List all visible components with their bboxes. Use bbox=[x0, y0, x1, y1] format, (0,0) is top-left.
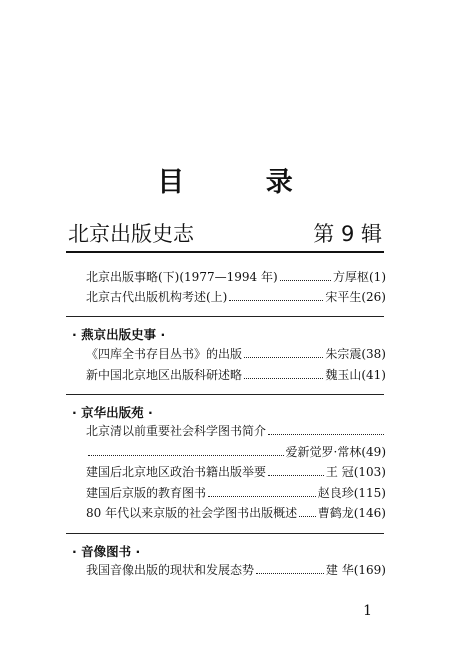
dot-leader bbox=[299, 506, 316, 517]
header-rule bbox=[66, 251, 384, 253]
toc-entry bbox=[86, 504, 386, 522]
entry-author-page: 魏玉山(41) bbox=[325, 368, 386, 382]
entry-author-page: 建 华(169) bbox=[325, 563, 386, 577]
section-header: · 音像图书 · bbox=[72, 544, 141, 559]
toc-entry bbox=[86, 484, 386, 502]
dot-leader bbox=[244, 368, 323, 379]
entry-title: 建国后京版的教育图书 bbox=[86, 486, 207, 500]
entry-title: 建国后北京地区政治书籍出版举要 bbox=[86, 465, 267, 479]
toc-entry bbox=[86, 422, 386, 440]
toc-entry bbox=[86, 463, 386, 481]
toc-entry bbox=[86, 345, 386, 363]
dot-leader bbox=[229, 290, 323, 301]
toc-entry bbox=[86, 443, 386, 461]
section-header: · 燕京出版史事 · bbox=[72, 327, 166, 342]
dot-leader bbox=[268, 465, 324, 476]
dot-leader bbox=[280, 270, 331, 281]
page-number: 1 bbox=[363, 603, 372, 619]
entry-author-page: 赵良珍(115) bbox=[317, 486, 386, 500]
toc-entry bbox=[86, 366, 386, 384]
section-divider bbox=[66, 533, 384, 534]
dot-leader bbox=[88, 445, 284, 456]
entry-author-page: 王 冠(103) bbox=[325, 465, 386, 479]
dot-leader bbox=[208, 486, 316, 497]
entry-author-page: 方厚枢(1) bbox=[333, 270, 386, 284]
dot-leader bbox=[256, 563, 324, 574]
entry-author-page: 宋平生(26) bbox=[325, 290, 386, 304]
section-divider bbox=[66, 316, 384, 317]
book-title: 北京出版史志 bbox=[68, 222, 194, 246]
toc-entry bbox=[86, 561, 386, 579]
dot-leader bbox=[268, 424, 384, 435]
entry-title: 北京出版事略(下)(1977—1994 年) bbox=[86, 270, 278, 284]
section-header: · 京华出版苑 · bbox=[72, 405, 153, 420]
entry-author-page: 朱宗震(38) bbox=[325, 347, 386, 361]
entry-title: 《四库全书存目丛书》的出版 bbox=[86, 347, 243, 361]
toc-title: 目 录 bbox=[157, 167, 329, 198]
entry-title: 北京清以前重要社会科学图书简介 bbox=[86, 424, 267, 438]
entry-title: 新中国北京地区出版科研述略 bbox=[86, 368, 243, 382]
section-divider bbox=[66, 394, 384, 395]
entry-author-page: 曹鹤龙(146) bbox=[317, 506, 386, 520]
toc-entry bbox=[86, 268, 386, 286]
issue-number: 第 9 辑 bbox=[313, 222, 382, 246]
entry-title: 北京古代出版机构考述(上) bbox=[86, 290, 228, 304]
entry-title: 80 年代以来京版的社会学图书出版概述 bbox=[86, 506, 298, 520]
entry-author-page: 爱新觉罗·常林(49) bbox=[285, 445, 386, 459]
dot-leader bbox=[244, 347, 323, 358]
entry-title: 我国音像出版的现状和发展态势 bbox=[86, 563, 255, 577]
toc-entry bbox=[86, 288, 386, 306]
